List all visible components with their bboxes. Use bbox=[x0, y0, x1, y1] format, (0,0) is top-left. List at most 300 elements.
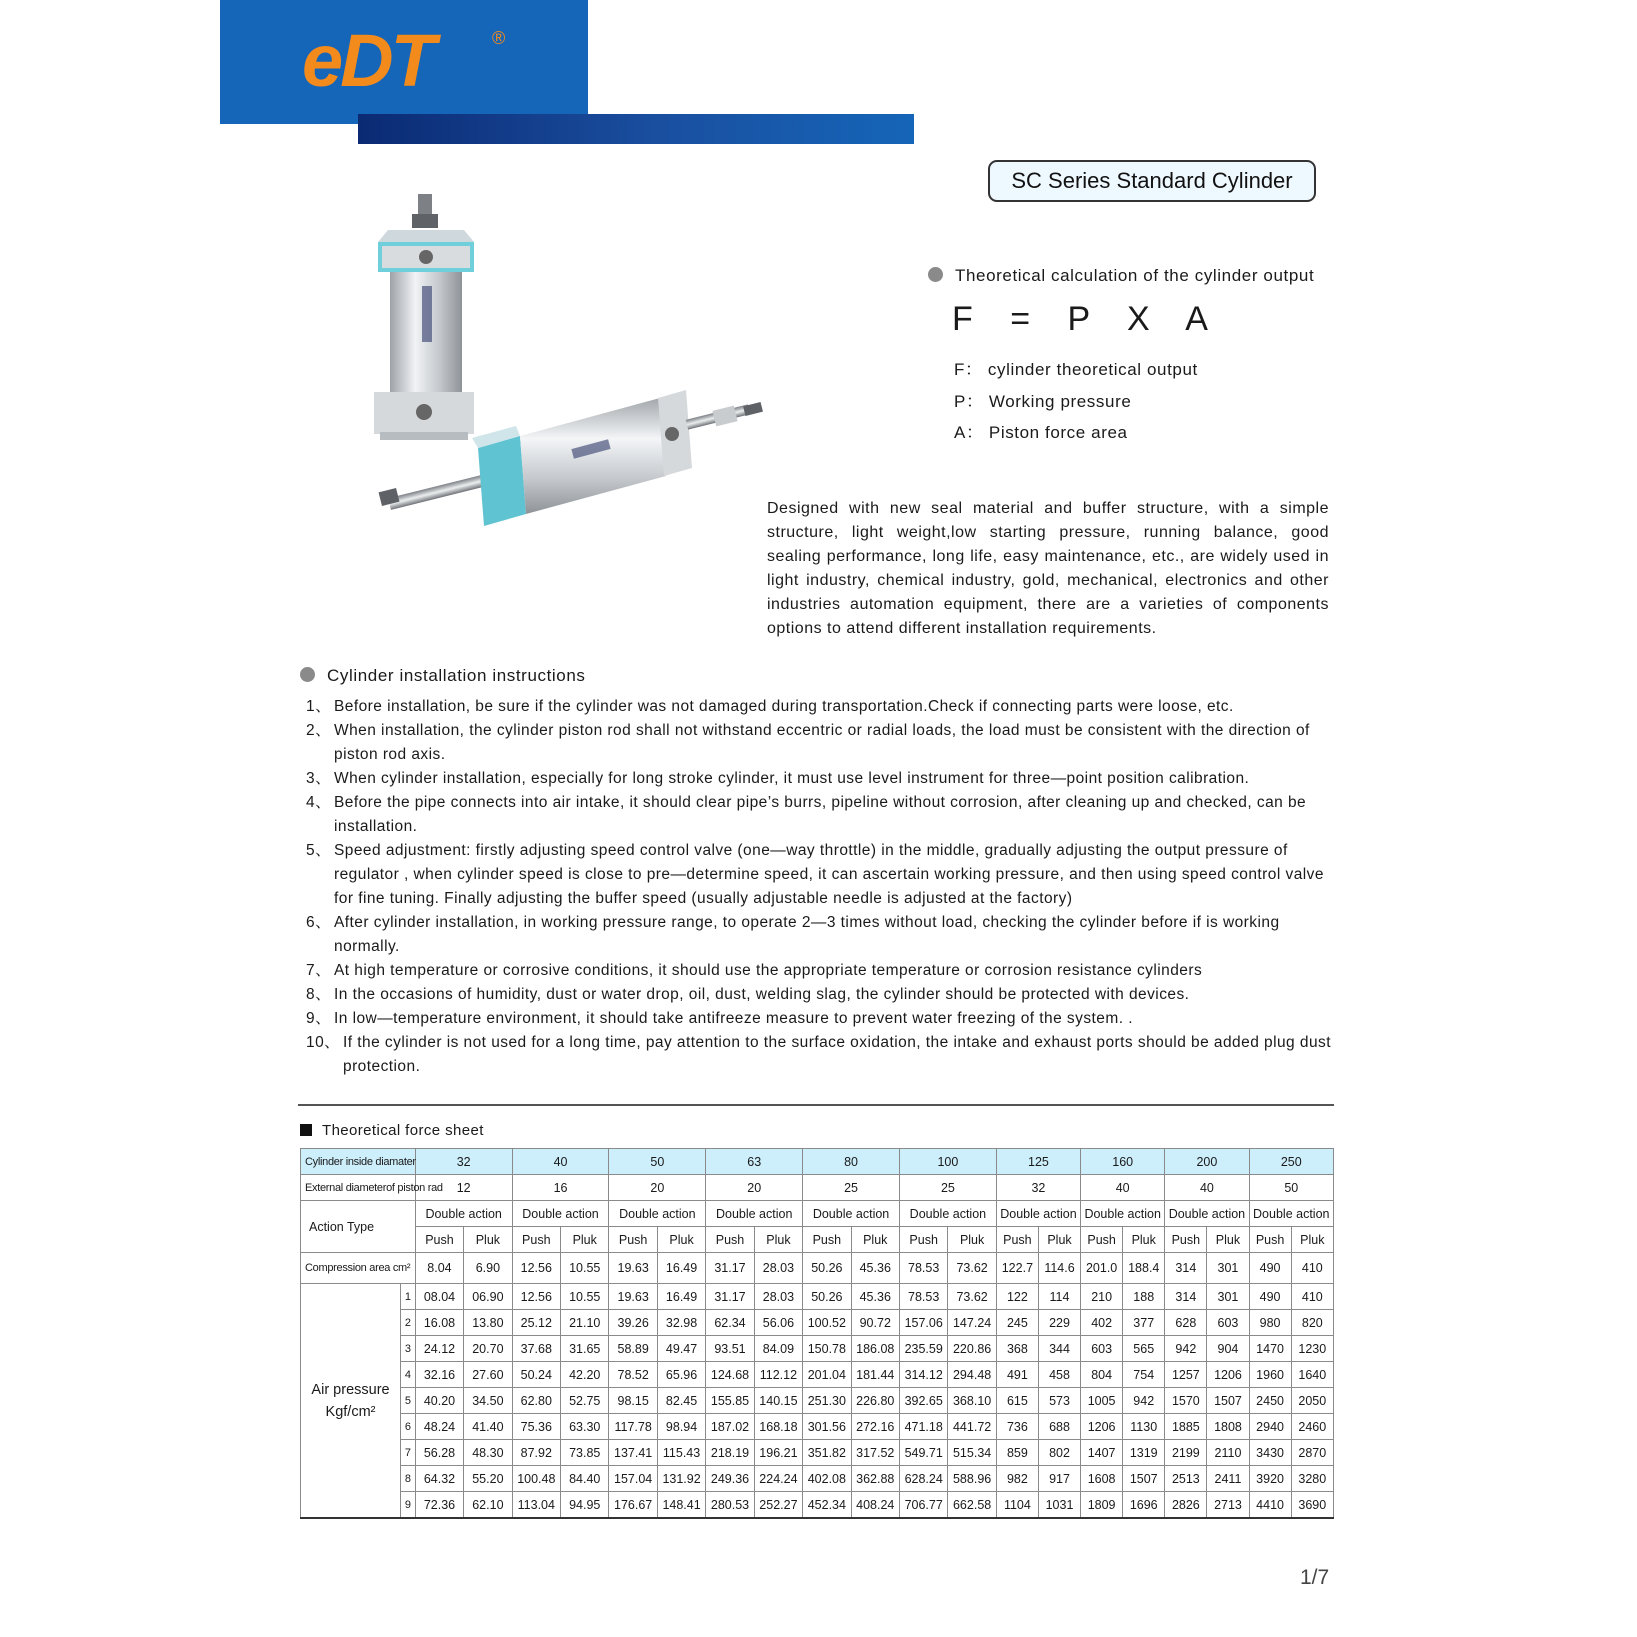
svg-text:eDT: eDT bbox=[302, 19, 433, 102]
list-item bbox=[306, 839, 1346, 911]
rod-cell: 25 bbox=[899, 1175, 996, 1201]
force-cell: 16.08 bbox=[415, 1310, 463, 1336]
table-row bbox=[301, 1336, 1334, 1362]
force-cell: 50.26 bbox=[803, 1284, 851, 1310]
action-cell: Double action bbox=[609, 1201, 706, 1227]
force-cell: 1206 bbox=[1207, 1362, 1249, 1388]
item-number: 2、 bbox=[306, 722, 332, 739]
item-text: In low—temperature environment, it should take antifreeze measure to prevent water freezing of the system. . bbox=[334, 1010, 1133, 1027]
force-cell: 917 bbox=[1038, 1466, 1080, 1492]
force-cell: 157.04 bbox=[609, 1466, 657, 1492]
force-cell: 20.70 bbox=[464, 1336, 512, 1362]
force-cell: 224.24 bbox=[754, 1466, 802, 1492]
compression-cell: 188.4 bbox=[1123, 1253, 1165, 1284]
item-number: 4、 bbox=[306, 794, 332, 811]
force-cell: 1885 bbox=[1165, 1414, 1207, 1440]
diameter-cell: 250 bbox=[1249, 1149, 1333, 1175]
action-row bbox=[301, 1201, 1334, 1227]
force-cell: 1230 bbox=[1291, 1336, 1333, 1362]
force-cell: 344 bbox=[1038, 1336, 1080, 1362]
force-cell: 48.30 bbox=[464, 1440, 512, 1466]
compression-cell: 50.26 bbox=[803, 1253, 851, 1284]
force-cell: 402.08 bbox=[803, 1466, 851, 1492]
force-cell: 252.27 bbox=[754, 1492, 802, 1519]
product-description: Designed with new seal material and buffer structure, with a simple structure, light weight,low starting pressure, running balance, good sealing performance, long life, easy maintenance, etc., are widely used in light industry, chemical industry, gold, mechanical, electronics and other industries automation equipment, there are a varieties of components options to attend different installation requirements. bbox=[767, 500, 1329, 637]
compression-cell: 301 bbox=[1207, 1253, 1249, 1284]
force-cell: 82.45 bbox=[657, 1388, 705, 1414]
force-cell: 1696 bbox=[1123, 1492, 1165, 1519]
action-type-label: Action Type bbox=[301, 1201, 416, 1253]
pluk-header: Pluk bbox=[1123, 1227, 1165, 1253]
compression-cell: 114.6 bbox=[1038, 1253, 1080, 1284]
force-cell: 294.48 bbox=[948, 1362, 996, 1388]
pluk-header: Pluk bbox=[464, 1227, 512, 1253]
diameter-cell: 200 bbox=[1165, 1149, 1249, 1175]
force-cell: 28.03 bbox=[754, 1284, 802, 1310]
force-cell: 115.43 bbox=[657, 1440, 705, 1466]
force-cell: 131.92 bbox=[657, 1466, 705, 1492]
force-cell: 280.53 bbox=[706, 1492, 754, 1519]
force-cell: 75.36 bbox=[512, 1414, 560, 1440]
action-cell: Double action bbox=[803, 1201, 900, 1227]
pressure-index: 7 bbox=[401, 1440, 416, 1466]
force-cell: 4410 bbox=[1249, 1492, 1291, 1519]
force-cell: 73.85 bbox=[561, 1440, 609, 1466]
cylinder-product-image bbox=[360, 186, 800, 576]
diameter-cell: 100 bbox=[899, 1149, 996, 1175]
force-cell: 34.50 bbox=[464, 1388, 512, 1414]
push-header: Push bbox=[1165, 1227, 1207, 1253]
air-pressure-label-line2: Kgf/cm² bbox=[325, 1403, 376, 1420]
force-cell: 229 bbox=[1038, 1310, 1080, 1336]
installation-heading bbox=[300, 666, 586, 686]
force-cell: 2513 bbox=[1165, 1466, 1207, 1492]
force-cell: 491 bbox=[996, 1362, 1038, 1388]
pressure-index: 2 bbox=[401, 1310, 416, 1336]
force-cell: 2110 bbox=[1207, 1440, 1249, 1466]
force-cell: 351.82 bbox=[803, 1440, 851, 1466]
force-cell: 16.49 bbox=[657, 1284, 705, 1310]
force-cell: 402 bbox=[1081, 1310, 1123, 1336]
item-text: After cylinder installation, in working pressure range, to operate 2—3 times without load, checking the cylinder before if is working normally. bbox=[334, 914, 1280, 955]
installation-heading-text: Cylinder installation instructions bbox=[327, 666, 586, 685]
square-bullet-icon bbox=[300, 1124, 312, 1136]
force-cell: 55.20 bbox=[464, 1466, 512, 1492]
action-cell: Double action bbox=[415, 1201, 512, 1227]
page-number: 1/7 bbox=[1300, 1566, 1330, 1589]
force-cell: 904 bbox=[1207, 1336, 1249, 1362]
force-cell: 72.36 bbox=[415, 1492, 463, 1519]
table-row bbox=[301, 1388, 1334, 1414]
section-divider bbox=[298, 1104, 1334, 1106]
compression-cell: 8.04 bbox=[415, 1253, 463, 1284]
compression-cell: 314 bbox=[1165, 1253, 1207, 1284]
table-row bbox=[301, 1310, 1334, 1336]
rod-row bbox=[301, 1175, 1334, 1201]
force-cell: 25.12 bbox=[512, 1310, 560, 1336]
force-cell: 3430 bbox=[1249, 1440, 1291, 1466]
force-cell: 942 bbox=[1123, 1388, 1165, 1414]
push-header: Push bbox=[996, 1227, 1038, 1253]
definition-a bbox=[954, 417, 1198, 449]
force-cell: 62.34 bbox=[706, 1310, 754, 1336]
compression-cell: 73.62 bbox=[948, 1253, 996, 1284]
force-cell: 40.20 bbox=[415, 1388, 463, 1414]
compression-cell: 122.7 bbox=[996, 1253, 1038, 1284]
force-cell: 490 bbox=[1249, 1284, 1291, 1310]
force-cell: 2450 bbox=[1249, 1388, 1291, 1414]
force-cell: 220.86 bbox=[948, 1336, 996, 1362]
force-cell: 2050 bbox=[1291, 1388, 1333, 1414]
item-number: 7、 bbox=[306, 962, 332, 979]
compression-cell: 19.63 bbox=[609, 1253, 657, 1284]
compression-row bbox=[301, 1253, 1334, 1284]
force-cell: 186.08 bbox=[851, 1336, 899, 1362]
force-cell: 39.26 bbox=[609, 1310, 657, 1336]
rod-label: External diameterof piston rad bbox=[301, 1175, 416, 1201]
table-row bbox=[301, 1492, 1334, 1519]
force-cell: 804 bbox=[1081, 1362, 1123, 1388]
compression-cell: 410 bbox=[1291, 1253, 1333, 1284]
force-cell: 1507 bbox=[1123, 1466, 1165, 1492]
action-cell: Double action bbox=[1081, 1201, 1165, 1227]
push-header: Push bbox=[1081, 1227, 1123, 1253]
force-cell: 2870 bbox=[1291, 1440, 1333, 1466]
force-cell: 112.12 bbox=[754, 1362, 802, 1388]
force-cell: 235.59 bbox=[899, 1336, 947, 1362]
force-cell: 218.19 bbox=[706, 1440, 754, 1466]
force-cell: 48.24 bbox=[415, 1414, 463, 1440]
force-cell: 181.44 bbox=[851, 1362, 899, 1388]
compression-label: Compression area cm² bbox=[301, 1253, 416, 1284]
pluk-header: Pluk bbox=[948, 1227, 996, 1253]
force-cell: 13.80 bbox=[464, 1310, 512, 1336]
force-cell: 3280 bbox=[1291, 1466, 1333, 1492]
force-cell: 802 bbox=[1038, 1440, 1080, 1466]
table-row bbox=[301, 1466, 1334, 1492]
formula: F = P X A bbox=[952, 300, 1222, 338]
force-cell: 63.30 bbox=[561, 1414, 609, 1440]
definition-symbol: P： bbox=[954, 391, 984, 411]
force-cell: 314 bbox=[1165, 1284, 1207, 1310]
action-cell: Double action bbox=[1249, 1201, 1333, 1227]
header-gradient-bar bbox=[358, 114, 914, 144]
force-cell: 84.09 bbox=[754, 1336, 802, 1362]
formula-definitions bbox=[954, 354, 1198, 449]
compression-cell: 45.36 bbox=[851, 1253, 899, 1284]
force-cell: 1570 bbox=[1165, 1388, 1207, 1414]
force-cell: 100.48 bbox=[512, 1466, 560, 1492]
force-cell: 1809 bbox=[1081, 1492, 1123, 1519]
force-cell: 408.24 bbox=[851, 1492, 899, 1519]
force-cell: 78.53 bbox=[899, 1284, 947, 1310]
force-cell: 249.36 bbox=[706, 1466, 754, 1492]
force-cell: 2411 bbox=[1207, 1466, 1249, 1492]
force-cell: 117.78 bbox=[609, 1414, 657, 1440]
force-cell: 1257 bbox=[1165, 1362, 1207, 1388]
force-cell: 187.02 bbox=[706, 1414, 754, 1440]
installation-list bbox=[306, 695, 1346, 1079]
force-cell: 1407 bbox=[1081, 1440, 1123, 1466]
force-cell: 3690 bbox=[1291, 1492, 1333, 1519]
force-cell: 1960 bbox=[1249, 1362, 1291, 1388]
rod-cell: 50 bbox=[1249, 1175, 1333, 1201]
force-cell: 64.32 bbox=[415, 1466, 463, 1492]
force-cell: 1808 bbox=[1207, 1414, 1249, 1440]
force-cell: 98.94 bbox=[657, 1414, 705, 1440]
compression-cell: 16.49 bbox=[657, 1253, 705, 1284]
action-cell: Double action bbox=[996, 1201, 1080, 1227]
force-cell: 982 bbox=[996, 1466, 1038, 1492]
force-cell: 1130 bbox=[1123, 1414, 1165, 1440]
force-cell: 90.72 bbox=[851, 1310, 899, 1336]
force-sheet-heading bbox=[300, 1122, 484, 1139]
force-cell: 458 bbox=[1038, 1362, 1080, 1388]
pluk-header: Pluk bbox=[561, 1227, 609, 1253]
rod-cell: 16 bbox=[512, 1175, 609, 1201]
pluk-header: Pluk bbox=[657, 1227, 705, 1253]
force-cell: 754 bbox=[1123, 1362, 1165, 1388]
force-cell: 368 bbox=[996, 1336, 1038, 1362]
item-text: If the cylinder is not used for a long time, pay attention to the surface oxidation, the intake and exhaust ports should be added plug dust protection. bbox=[343, 1034, 1331, 1075]
table-row bbox=[301, 1414, 1334, 1440]
force-cell: 471.18 bbox=[899, 1414, 947, 1440]
force-cell: 301 bbox=[1207, 1284, 1249, 1310]
force-cell: 62.80 bbox=[512, 1388, 560, 1414]
force-cell: 1608 bbox=[1081, 1466, 1123, 1492]
pressure-index: 1 bbox=[401, 1284, 416, 1310]
pluk-header: Pluk bbox=[1291, 1227, 1333, 1253]
force-table bbox=[300, 1148, 1334, 1519]
force-cell: 662.58 bbox=[948, 1492, 996, 1519]
force-cell: 155.85 bbox=[706, 1388, 754, 1414]
force-cell: 31.17 bbox=[706, 1284, 754, 1310]
force-cell: 515.34 bbox=[948, 1440, 996, 1466]
force-cell: 45.36 bbox=[851, 1284, 899, 1310]
force-cell: 210 bbox=[1081, 1284, 1123, 1310]
force-cell: 588.96 bbox=[948, 1466, 996, 1492]
push-pluk-row bbox=[301, 1227, 1334, 1253]
list-item bbox=[306, 767, 1346, 791]
diameter-cell: 80 bbox=[803, 1149, 900, 1175]
force-cell: 31.65 bbox=[561, 1336, 609, 1362]
definition-f bbox=[954, 354, 1198, 386]
action-cell: Double action bbox=[512, 1201, 609, 1227]
force-cell: 56.28 bbox=[415, 1440, 463, 1466]
calculation-heading-text: Theoretical calculation of the cylinder output bbox=[955, 266, 1315, 285]
compression-cell: 10.55 bbox=[561, 1253, 609, 1284]
force-cell: 94.95 bbox=[561, 1492, 609, 1519]
rod-cell: 40 bbox=[1081, 1175, 1165, 1201]
force-cell: 19.63 bbox=[609, 1284, 657, 1310]
force-cell: 150.78 bbox=[803, 1336, 851, 1362]
diameter-cell: 32 bbox=[415, 1149, 512, 1175]
definition-symbol: F： bbox=[954, 360, 983, 379]
force-cell: 441.72 bbox=[948, 1414, 996, 1440]
force-cell: 615 bbox=[996, 1388, 1038, 1414]
pressure-index: 4 bbox=[401, 1362, 416, 1388]
force-cell: 314.12 bbox=[899, 1362, 947, 1388]
force-cell: 377 bbox=[1123, 1310, 1165, 1336]
force-cell: 42.20 bbox=[561, 1362, 609, 1388]
pluk-header: Pluk bbox=[1207, 1227, 1249, 1253]
table-row bbox=[301, 1440, 1334, 1466]
item-number: 10、 bbox=[306, 1034, 341, 1051]
pluk-header: Pluk bbox=[754, 1227, 802, 1253]
pressure-index: 8 bbox=[401, 1466, 416, 1492]
item-text: In the occasions of humidity, dust or water drop, oil, dust, welding slag, the cylinder should be protected with devices. bbox=[334, 986, 1190, 1003]
svg-text:®: ® bbox=[492, 28, 506, 48]
force-cell: 201.04 bbox=[803, 1362, 851, 1388]
action-cell: Double action bbox=[706, 1201, 803, 1227]
push-header: Push bbox=[706, 1227, 754, 1253]
definition-p bbox=[954, 386, 1198, 418]
force-cell: 3920 bbox=[1249, 1466, 1291, 1492]
force-cell: 1470 bbox=[1249, 1336, 1291, 1362]
compression-cell: 12.56 bbox=[512, 1253, 560, 1284]
air-pressure-label bbox=[301, 1284, 401, 1519]
force-cell: 2199 bbox=[1165, 1440, 1207, 1466]
action-cell: Double action bbox=[899, 1201, 996, 1227]
force-cell: 140.15 bbox=[754, 1388, 802, 1414]
pluk-header: Pluk bbox=[1038, 1227, 1080, 1253]
table-row bbox=[301, 1284, 1334, 1310]
force-sheet-heading-text: Theoretical force sheet bbox=[322, 1122, 484, 1139]
pressure-index: 6 bbox=[401, 1414, 416, 1440]
force-cell: 272.16 bbox=[851, 1414, 899, 1440]
force-cell: 362.88 bbox=[851, 1466, 899, 1492]
list-item bbox=[306, 983, 1346, 1007]
push-header: Push bbox=[899, 1227, 947, 1253]
pluk-header: Pluk bbox=[851, 1227, 899, 1253]
force-cell: 368.10 bbox=[948, 1388, 996, 1414]
item-number: 3、 bbox=[306, 770, 332, 787]
force-cell: 628 bbox=[1165, 1310, 1207, 1336]
push-header: Push bbox=[609, 1227, 657, 1253]
force-cell: 706.77 bbox=[899, 1492, 947, 1519]
force-cell: 137.41 bbox=[609, 1440, 657, 1466]
force-cell: 49.47 bbox=[657, 1336, 705, 1362]
force-cell: 2713 bbox=[1207, 1492, 1249, 1519]
force-cell: 2460 bbox=[1291, 1414, 1333, 1440]
diameter-label: Cylinder inside diamater bbox=[301, 1149, 416, 1175]
force-cell: 1031 bbox=[1038, 1492, 1080, 1519]
force-cell: 176.67 bbox=[609, 1492, 657, 1519]
force-cell: 100.52 bbox=[803, 1310, 851, 1336]
definition-text: cylinder theoretical output bbox=[987, 360, 1198, 379]
force-cell: 27.60 bbox=[464, 1362, 512, 1388]
list-item bbox=[306, 1007, 1346, 1031]
force-cell: 10.55 bbox=[561, 1284, 609, 1310]
push-header: Push bbox=[415, 1227, 463, 1253]
rod-cell: 20 bbox=[609, 1175, 706, 1201]
force-cell: 87.92 bbox=[512, 1440, 560, 1466]
compression-cell: 201.0 bbox=[1081, 1253, 1123, 1284]
force-cell: 168.18 bbox=[754, 1414, 802, 1440]
force-cell: 12.56 bbox=[512, 1284, 560, 1310]
bullet-icon bbox=[928, 267, 943, 282]
force-cell: 1206 bbox=[1081, 1414, 1123, 1440]
force-cell: 1005 bbox=[1081, 1388, 1123, 1414]
item-text: Before installation, be sure if the cylinder was not damaged during transportation.Check if connecting parts were loose, etc. bbox=[334, 698, 1234, 715]
diameter-cell: 160 bbox=[1081, 1149, 1165, 1175]
force-cell: 2826 bbox=[1165, 1492, 1207, 1519]
diameter-cell: 125 bbox=[996, 1149, 1080, 1175]
edt-logo bbox=[296, 20, 516, 100]
item-text: Speed adjustment: firstly adjusting speed control valve (one—way throttle) in the middle, gradually adjusting the output pressure of regulator , when cylinder speed is close to pre—determine speed, it can ascertain working pressure, and then using speed control valve for fine tuning. Finally adjusting the buffer speed (usually adjustable needle is adjusted at the factory) bbox=[334, 842, 1324, 907]
force-cell: 688 bbox=[1038, 1414, 1080, 1440]
force-cell: 573 bbox=[1038, 1388, 1080, 1414]
diameter-cell: 40 bbox=[512, 1149, 609, 1175]
force-cell: 50.24 bbox=[512, 1362, 560, 1388]
compression-cell: 78.53 bbox=[899, 1253, 947, 1284]
force-cell: 565 bbox=[1123, 1336, 1165, 1362]
definition-text: Working pressure bbox=[988, 391, 1132, 411]
list-item bbox=[306, 911, 1346, 959]
compression-cell: 28.03 bbox=[754, 1253, 802, 1284]
pressure-index: 5 bbox=[401, 1388, 416, 1414]
compression-cell: 6.90 bbox=[464, 1253, 512, 1284]
item-text: When installation, the cylinder piston rod shall not withstand eccentric or radial loads, the load must be consistent with the direction of piston rod axis. bbox=[334, 722, 1310, 763]
force-cell: 41.40 bbox=[464, 1414, 512, 1440]
force-cell: 736 bbox=[996, 1414, 1038, 1440]
force-cell: 859 bbox=[996, 1440, 1038, 1466]
force-cell: 942 bbox=[1165, 1336, 1207, 1362]
force-cell: 603 bbox=[1207, 1310, 1249, 1336]
force-cell: 73.62 bbox=[948, 1284, 996, 1310]
pressure-index: 3 bbox=[401, 1336, 416, 1362]
force-cell: 392.65 bbox=[899, 1388, 947, 1414]
force-cell: 114 bbox=[1038, 1284, 1080, 1310]
bullet-icon bbox=[300, 667, 315, 682]
compression-cell: 490 bbox=[1249, 1253, 1291, 1284]
force-cell: 603 bbox=[1081, 1336, 1123, 1362]
force-cell: 157.06 bbox=[899, 1310, 947, 1336]
force-cell: 37.68 bbox=[512, 1336, 560, 1362]
list-item bbox=[306, 695, 1346, 719]
force-cell: 84.40 bbox=[561, 1466, 609, 1492]
force-cell: 08.04 bbox=[415, 1284, 463, 1310]
rod-cell: 20 bbox=[706, 1175, 803, 1201]
force-cell: 122 bbox=[996, 1284, 1038, 1310]
force-cell: 1104 bbox=[996, 1492, 1038, 1519]
pressure-index: 9 bbox=[401, 1492, 416, 1519]
force-cell: 245 bbox=[996, 1310, 1038, 1336]
force-cell: 196.21 bbox=[754, 1440, 802, 1466]
rod-cell: 25 bbox=[803, 1175, 900, 1201]
force-cell: 1640 bbox=[1291, 1362, 1333, 1388]
force-cell: 113.04 bbox=[512, 1492, 560, 1519]
force-cell: 147.24 bbox=[948, 1310, 996, 1336]
force-cell: 410 bbox=[1291, 1284, 1333, 1310]
push-header: Push bbox=[803, 1227, 851, 1253]
item-text: At high temperature or corrosive conditions, it should use the appropriate temperature or corrosion resistance cylinders bbox=[334, 962, 1203, 979]
force-cell: 52.75 bbox=[561, 1388, 609, 1414]
rod-cell: 40 bbox=[1165, 1175, 1249, 1201]
force-cell: 32.16 bbox=[415, 1362, 463, 1388]
definition-symbol: A： bbox=[954, 423, 984, 442]
air-pressure-label-line1: Air pressure bbox=[311, 1381, 390, 1398]
force-cell: 98.15 bbox=[609, 1388, 657, 1414]
table-row bbox=[301, 1362, 1334, 1388]
force-cell: 124.68 bbox=[706, 1362, 754, 1388]
list-item bbox=[306, 719, 1346, 767]
push-header: Push bbox=[512, 1227, 560, 1253]
item-number: 8、 bbox=[306, 986, 332, 1003]
definition-text: Piston force area bbox=[988, 423, 1128, 442]
item-text: Before the pipe connects into air intake, it should clear pipe’s burrs, pipeline without corrosion, after cleaning up and checked, can be installation. bbox=[334, 794, 1307, 835]
item-number: 5、 bbox=[306, 842, 332, 859]
